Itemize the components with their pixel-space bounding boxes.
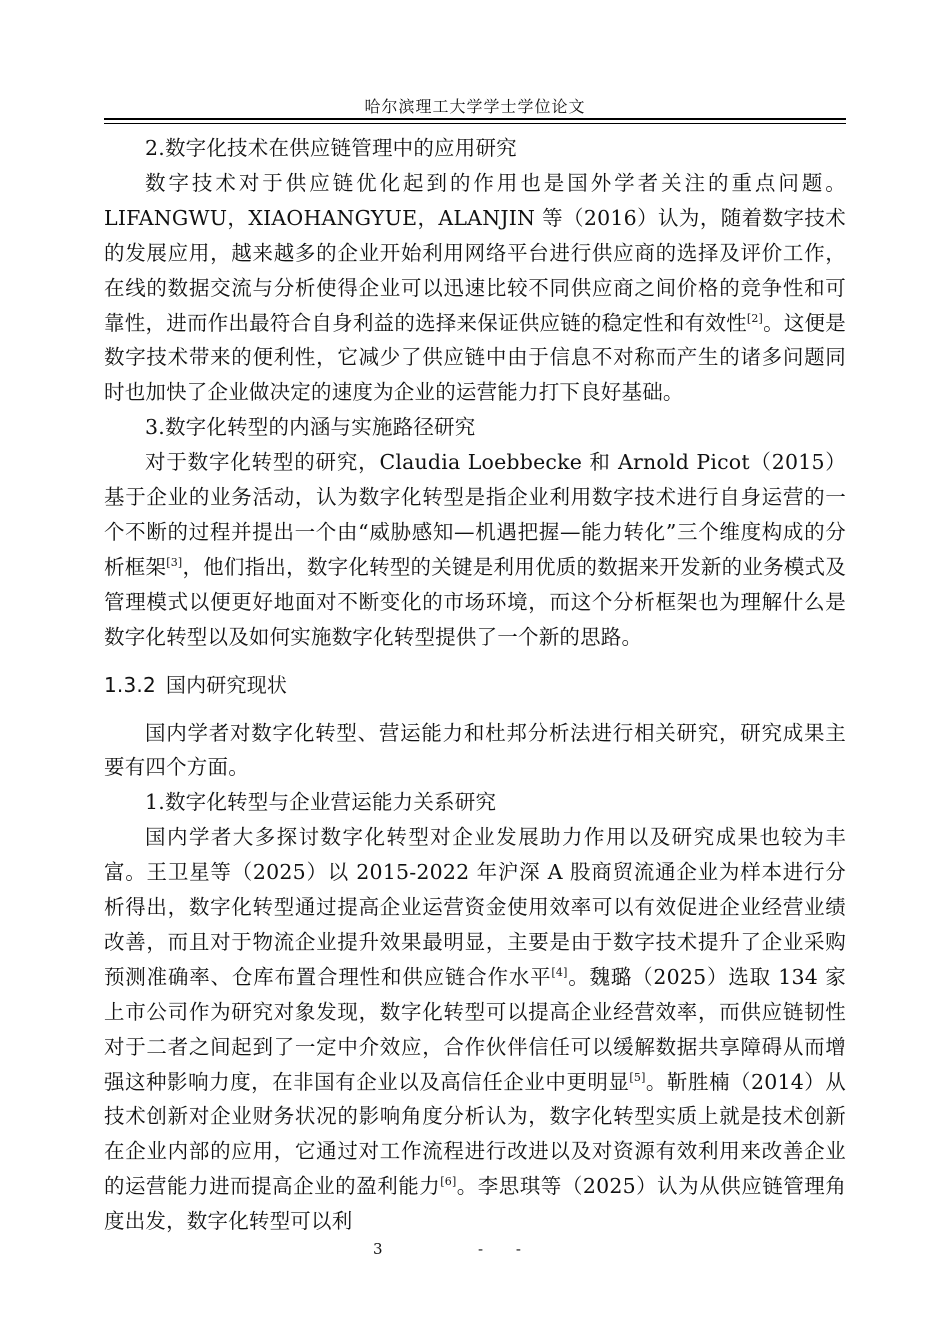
subheading-3: 3.数字化转型的内涵与实施路径研究	[145, 415, 476, 440]
subheading-1: 1.数字化转型与企业营运能力关系研究	[145, 790, 497, 815]
citation-ref: [6]	[440, 1175, 457, 1189]
paragraph-text: 。魏璐（2025）选取 134 家上市公司作为研究对象发现，数字化转型可以提高企业经营效率，而供应链韧性对于二者之间起到了一定中介效应，合作伙伴信任可以缓解数据共享障碍从而增强这种影响力度，在非国有企业以及高信任企业中更明显	[104, 964, 847, 1094]
section-heading	[104, 668, 846, 703]
paragraph-text: 。李思琪等（2025）认为从供应链管理角度出发，数字化转型可以利	[104, 1174, 846, 1234]
running-header: 哈尔滨理工大学学士学位论文	[364, 97, 586, 116]
paragraph-domestic-intro: 国内学者对数字化转型、营运能力和杜邦分析法进行相关研究，研究成果主要有四个方面。	[104, 720, 846, 780]
section-number: 1.3.2	[104, 672, 156, 697]
header-rule-thick	[104, 118, 846, 120]
section-title: 国内研究现状	[165, 672, 288, 697]
paragraph-text: 。这便是数字技术带来的便利性，它减少了供应链中由于信息不对称而产生的诸多问题同时也加快了企业做决定的速度为企业的运营能力打下良好基础。	[104, 310, 846, 405]
paragraph-text: ，他们指出，数字化转型的关键是利用优质的数据来开发新的业务模式及管理模式以便更好地面对不断变化的市场环境，而这个分析框架也为理解什么是数字化转型以及如何实施数字化转型提供了一个新的思路。	[104, 554, 846, 649]
paragraph-text: 国内学者大多探讨数字化转型对企业发展助力作用以及研究成果也较为丰富。王卫星等（2025）以 2015-2022 年沪深 A 股商贸流通企业为样本进行分析得出，数字化转型通过提高企业运营资金使用效率可以有效促进企业经营业绩改善，而且对于物流企业提升效果最明显，主要是由于数字技术提升了企业采购预测准确率、仓库布置合理性和供应链合作水平	[104, 825, 846, 989]
header-rule-thin	[104, 123, 846, 124]
paragraph-domestic-research	[104, 820, 846, 1239]
citation-ref: [5]	[629, 1070, 646, 1084]
paragraph-text: 对于数字化转型的研究，Claudia Loebbecke 和 Arnold Picot（2015）基于企业的业务活动，认为数字化转型是指企业利用数字技术进行自身运营的一个不断的过程并提出一个由“威胁感知—机遇把握—能力转化”三个维度构成的分析框架	[104, 450, 846, 579]
paragraph-transformation	[104, 445, 846, 654]
page-number: 3	[373, 1240, 383, 1258]
subheading-2: 2.数字化技术在供应链管理中的应用研究	[145, 136, 517, 160]
citation-ref: [2]	[746, 311, 764, 325]
citation-ref: [4]	[551, 966, 568, 980]
footer-dashes: - -	[478, 1240, 535, 1258]
paragraph-supply-chain	[104, 166, 846, 410]
paragraph-text: 。靳胜楠（2014）从技术创新对企业财务状况的影响角度分析认为，数字化转型实质上就是技术创新在企业内部的应用，它通过对工作流程进行改进以及对资源有效利用来改善企业的运营能力进而提高企业的盈利能力	[104, 1069, 846, 1199]
paragraph-text: 数字技术对于供应链优化起到的作用也是国外学者关注的重点问题。LIFANGWU，XIAOHANGYUE，ALANJIN 等（2016）认为，随着数字技术的发展应用，越来越多的企业开始利用网络平台进行供应商的选择及评价工作，在线的数据交流与分析使得企业可以迅速比较不同供应商之间价格的竞争性和可靠性，进而作出最符合自身利益的选择来保证供应链的稳定性和有效性	[104, 170, 846, 335]
citation-ref: [3]	[166, 556, 183, 570]
page-body	[104, 131, 846, 1239]
